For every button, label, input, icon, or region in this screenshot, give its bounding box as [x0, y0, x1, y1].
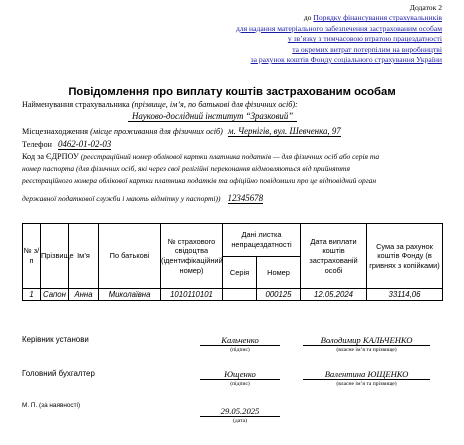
location-hint: (місце проживання для фізичних осіб)	[90, 127, 223, 136]
edrpou-value: 12345678	[227, 193, 264, 203]
regulation-link-line-4[interactable]: та окремих витрат потерпілим на виробництві	[292, 44, 442, 54]
header-patronymic: По батькові	[99, 224, 161, 289]
accountant-name-caption: (власне ім’я та прізвище)	[336, 381, 397, 387]
payouts-table	[22, 223, 443, 301]
location-row	[22, 126, 341, 137]
header-amount: Сума за рахунок коштів Фонду (в гривнях з копійками)	[367, 224, 443, 289]
regulation-link-line-1[interactable]: Порядку фінансування страхувальників	[313, 13, 442, 23]
regulation-link-line-5[interactable]: за рахунок коштів Фонду соціального страхування України	[250, 55, 442, 65]
cell-num: 1	[23, 289, 41, 301]
phone-value: 0462-01-02-03	[57, 139, 112, 149]
appendix-reference	[236, 3, 442, 65]
insurer-label-row	[22, 100, 298, 109]
header-num: № з/п	[23, 224, 41, 289]
head-full-name: Володимир КАЛЬЧЕНКО	[303, 335, 430, 346]
reference-line-1	[236, 13, 442, 23]
edrpou-hint-3: реєстраційного номера облікової картки платника податків та офіційно повідомили про це відповідний орган	[22, 176, 377, 185]
header-number: Номер	[257, 257, 301, 289]
header-name: Ім’я	[69, 224, 99, 289]
regulation-link-line-3[interactable]: у зв’язку з тимчасовою втратою працездатності	[287, 34, 442, 44]
appendix-number: Додаток 2	[409, 3, 442, 12]
edrpou-label: Код за ЄДРПОУ	[22, 152, 81, 161]
cell-number: 000125	[257, 289, 301, 301]
signing-date-caption: (дата)	[233, 418, 247, 424]
header-series: Серія	[223, 257, 257, 289]
head-signature: Кальченко	[200, 335, 280, 346]
header-surname: Прізвище	[41, 224, 69, 289]
head-signature-caption: (підпис)	[230, 347, 250, 353]
signing-date: 29.05.2025	[200, 406, 280, 417]
edrpou-line-4	[22, 188, 263, 206]
insurer-hint: (прізвище, ім’я, по батькові для фізичних осіб):	[131, 100, 298, 109]
insurer-label: Найменування страхувальника	[22, 100, 132, 109]
cell-pay-date: 12.05.2024	[301, 289, 367, 301]
edrpou-line-1	[22, 152, 379, 161]
phone-row	[22, 139, 111, 150]
accountant-signature: Ющенко	[200, 369, 280, 380]
accountant-label: Головний бухгалтер	[22, 369, 95, 378]
cell-amount: 33114,06	[367, 289, 443, 301]
edrpou-hint-2: номер паспорта (для фізичних осіб, які через свої релігійні переконання відмовляються від прийняття	[22, 164, 351, 173]
insurer-name-value: Науково-дослідний інститут “Зразковий”	[128, 111, 297, 122]
cell-series	[223, 289, 257, 301]
regulation-link-line-2[interactable]: для надання матеріального забезпечення застрахованим особам	[236, 23, 442, 33]
cell-surname: Сапон	[41, 289, 69, 301]
head-name-caption: (власне ім’я та прізвище)	[336, 347, 397, 353]
edrpou-hint-4: державної податкової служби і мають відмітку у паспорті))	[22, 194, 221, 203]
header-pay-date: Дата виплати коштів застрахованій особі	[301, 224, 367, 289]
head-label: Керівник установи	[22, 335, 89, 344]
header-certificate: № страхового свідоцтва (ідентифікаційний номер)	[161, 224, 223, 289]
cell-patronymic: Миколаївна	[99, 289, 161, 301]
cell-name: Анна	[69, 289, 99, 301]
accountant-signature-caption: (підпис)	[230, 381, 250, 387]
edrpou-hint-1: (реєстраційний номер облікової картки платника податків — для фізичних осіб або серія та	[80, 152, 380, 161]
location-value: м. Чернігів, вул. Шевченка, 97	[227, 126, 341, 136]
document-title: Повідомлення про виплату коштів застрахованим особам	[68, 86, 396, 98]
location-label: Місцезнаходження	[22, 127, 91, 136]
header-sick-leave: Дані листка непрацездатності	[223, 224, 301, 257]
cell-certificate: 1010110101	[161, 289, 223, 301]
reference-prefix: до	[303, 13, 314, 23]
table-row	[23, 289, 443, 301]
phone-label: Телефон	[22, 140, 52, 149]
stamp-label: М. П. (за наявності)	[22, 402, 81, 409]
accountant-full-name: Валентина ЮЩЕНКО	[303, 369, 430, 380]
